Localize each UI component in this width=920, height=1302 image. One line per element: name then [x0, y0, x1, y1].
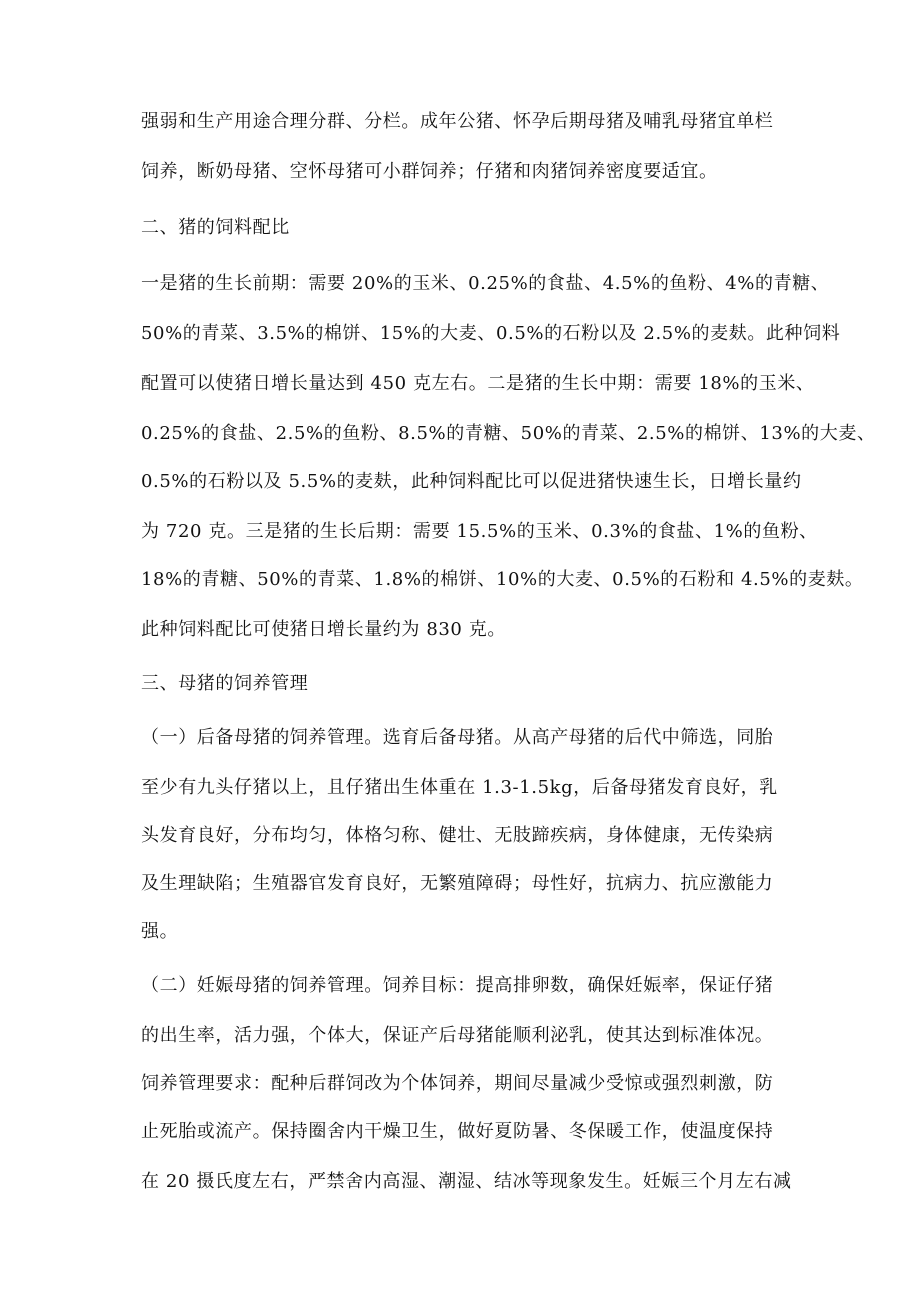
body-text-line: 在 20 摄氏度左右，严禁舍内高湿、潮湿、结冰等现象发生。妊娠三个月左右减	[141, 1171, 792, 1192]
body-text-line: 及生理缺陷；生殖器官发育良好，无繁殖障碍；母性好，抗病力、抗应激能力	[141, 873, 774, 894]
body-text-line: 50%的青菜、3.5%的棉饼、15%的大麦、0.5%的石粉以及 2.5%的麦麸。此种饲料	[141, 323, 841, 344]
body-text-line: 0.5%的石粉以及 5.5%的麦麸，此种饲料配比可以促进猪快速生长，日增长量约	[141, 471, 802, 492]
body-text-line: 此种饲料配比可使猪日增长量约为 830 克。	[141, 619, 506, 640]
body-text-line: 为 720 克。三是猪的生长后期：需要 15.5%的玉米、0.3%的食盐、1%的鱼粉、	[141, 521, 818, 542]
body-text-line: 强。	[141, 921, 179, 942]
body-text-line: 的出生率，活力强，个体大，保证产后母猪能顺利泌乳，使其达到标准体况。	[141, 1025, 774, 1046]
section-heading: 二、猪的饲料配比	[141, 217, 290, 238]
body-text-line: （二）妊娠母猪的饲养管理。饲养目标：提高排卵数，确保妊娠率，保证仔猪	[141, 975, 774, 996]
body-text-line: 18%的青糖、50%的青菜、1.8%的棉饼、10%的大麦、0.5%的石粉和 4.5%的麦麸。	[141, 569, 864, 590]
body-text-line: （一）后备母猪的饲养管理。选育后备母猪。从高产母猪的后代中筛选，同胎	[141, 727, 774, 748]
body-text-line: 0.25%的食盐、2.5%的鱼粉、8.5%的青糖、50%的青菜、2.5%的棉饼、13%的大麦、	[141, 423, 876, 444]
body-text-line: 止死胎或流产。保持圈舍内干燥卫生，做好夏防暑、冬保暖工作，使温度保持	[141, 1121, 774, 1142]
body-text-line: 至少有九头仔猪以上，且仔猪出生体重在 1.3-1.5kg，后备母猪发育良好，乳	[141, 777, 778, 798]
body-text-line: 配置可以使猪日增长量达到 450 克左右。二是猪的生长中期：需要 18%的玉米、	[141, 373, 815, 394]
body-text-line: 饲养管理要求：配种后群饲改为个体饲养，期间尽量减少受惊或强烈刺激，防	[141, 1073, 774, 1094]
body-text-line: 一是猪的生长前期：需要 20%的玉米、0.25%的食盐、4.5%的鱼粉、4%的青糖、	[141, 273, 830, 294]
body-text-line: 头发育良好，分布均匀，体格匀称、健壮、无肢蹄疾病，身体健康，无传染病	[141, 825, 774, 846]
body-text-line: 强弱和生产用途合理分群、分栏。成年公猪、怀孕后期母猪及哺乳母猪宜单栏	[141, 111, 774, 132]
section-heading: 三、母猪的饲养管理	[141, 673, 309, 694]
body-text-line: 饲养，断奶母猪、空怀母猪可小群饲养；仔猪和肉猪饲养密度要适宜。	[141, 161, 718, 182]
